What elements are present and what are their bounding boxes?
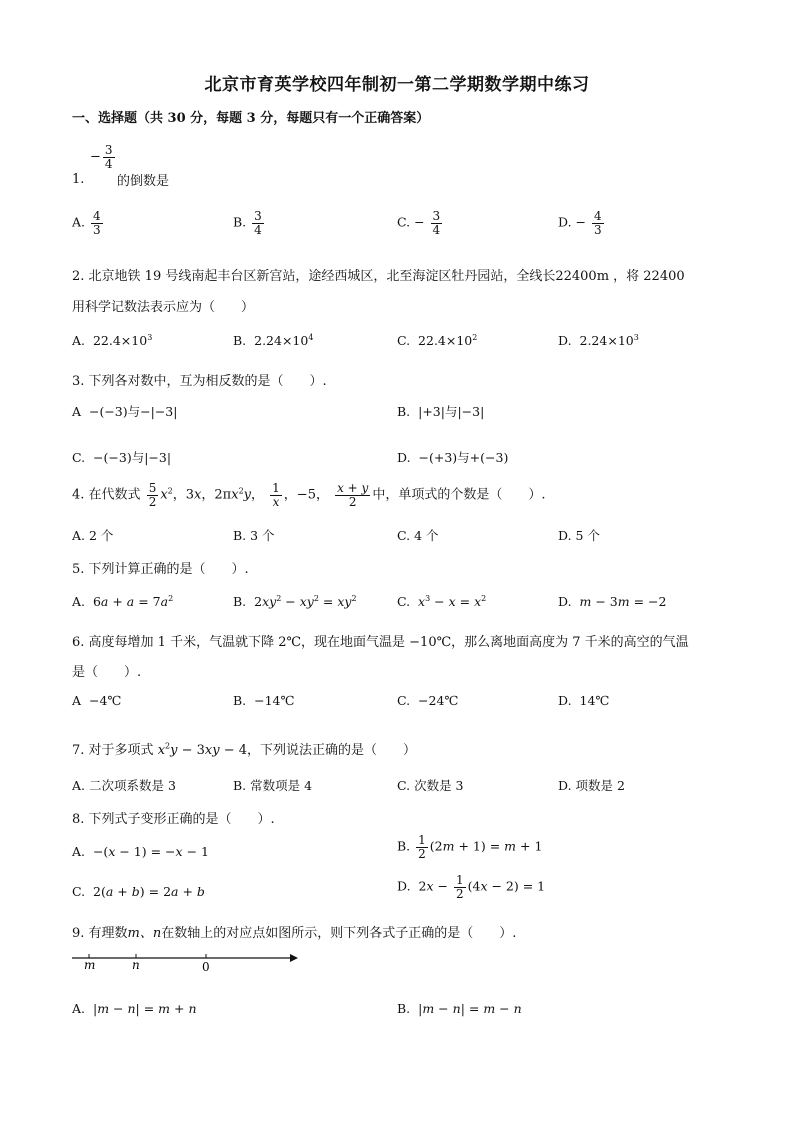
q7-option-c: C. 次数是 3 — [397, 778, 464, 793]
q1-option-c: C. − $\frac{3}{4}$ — [397, 209, 441, 237]
q4-option-a: A. 2 个 — [72, 528, 114, 543]
q4-option-c: C. 4 个 — [397, 528, 439, 543]
q9-option-b: B. |m − n| = m − n — [397, 1001, 522, 1016]
q3-stem: 3. 下列各对数中，互为相反数的是（ ）. — [72, 374, 327, 389]
q9-stem: 9. 有理数m、n在数轴上的对应点如图所示，则下列各式子正确的是（ ）. — [72, 926, 517, 941]
q1-option-d: D. − $\frac{4}{3}$ — [558, 209, 602, 237]
q2-option-c: C. $22.4\times 10^2$ — [397, 333, 478, 349]
q7-option-a: A. 二次项系数是 3 — [72, 778, 176, 793]
q6-option-d: D. 14℃ — [558, 693, 610, 708]
q6-line2: 是（ ）. — [72, 665, 142, 680]
q7-option-b: B. 常数项是 4 — [233, 778, 313, 793]
q3-option-b: B. |+3|与|−3| — [397, 404, 485, 419]
q2-line2: 用科学记数法表示应为（ ） — [72, 300, 255, 315]
q6-option-c: C. −24℃ — [397, 693, 459, 708]
q6-option-b: B. −14℃ — [233, 693, 295, 708]
q2-option-b: B. $2.24\times 10^4$ — [233, 333, 314, 349]
q1-number: 1. — [72, 172, 85, 187]
q4-option-b: B. 3 个 — [233, 528, 275, 543]
q5-option-c: C. $x^3 - x = x^2$ — [397, 594, 487, 610]
q2-option-d: D. $2.24\times 10^3$ — [558, 333, 639, 349]
q3-option-d: D. −(+3)与+(−3) — [397, 450, 509, 465]
q8-option-d: D. 2x − $\frac{1}{2}$ (4x − 2) = 1 — [397, 873, 546, 901]
arrow-icon — [290, 954, 298, 962]
q2-option-a: A. $22.4\times 10^3$ — [72, 333, 153, 349]
section-heading: 一、选择题（共 30 分，每题 3 分，每题只有一个正确答案） — [72, 111, 430, 126]
q8-option-c: C. 2(a + b) = 2a + b — [72, 884, 205, 899]
number-line — [70, 950, 300, 980]
q7-option-d: D. 项数是 2 — [558, 778, 625, 793]
q1-option-b: B. $\frac{3}{4}$ — [233, 209, 262, 237]
q3-option-a: A −(−3)与−|−3| — [72, 404, 178, 419]
axis-label-n: n — [132, 958, 140, 972]
q4-stem: 4. 在代数式 $\frac{5}{2}$ $x^2$，3x，$2\pi x^2y$， $\frac{1}{x}$ ，−5， $\frac{x + y}{2}$ 中，单项式的个数是（ ）. — [72, 481, 546, 509]
q1-option-a: A. $\frac{4}{3}$ — [72, 209, 101, 237]
axis-label-m: m — [84, 958, 96, 972]
q1-stem-fraction: − $\frac{3}{4}$ — [90, 143, 113, 171]
q5-option-a: A. $6a + a = 7a^2$ — [72, 594, 174, 610]
q5-option-d: D. m − 3m = −2 — [558, 594, 667, 609]
q8-option-a: A. −(x − 1) = −x − 1 — [72, 844, 209, 859]
q8-stem: 8. 下列式子变形正确的是（ ）. — [72, 812, 275, 827]
q6-line1: 6. 高度每增加 1 千米，气温就下降 2℃，现在地面气温是 −10℃，那么离地面高度为 7 千米的高空的气温 — [72, 635, 689, 650]
q4-option-d: D. 5 个 — [558, 528, 600, 543]
q9-option-a: A. |m − n| = m + n — [72, 1001, 197, 1016]
q5-option-b: B. $2xy^2 - xy^2 = xy^2$ — [233, 594, 357, 610]
q2-line1: 2. 北京地铁 19 号线南起丰台区新宫站，途经西城区，北至海淀区牡丹园站，全线长22400m ，将 22400 — [72, 269, 685, 284]
q3-option-c: C. −(−3)与|−3| — [72, 450, 172, 465]
q8-option-b: B. $\frac{1}{2}$ (2m + 1) = m + 1 — [397, 833, 543, 861]
axis-label-zero: 0 — [202, 960, 210, 974]
q7-stem: 7. 对于多项式 $x^2y - 3xy - 4$，下列说法正确的是（ ） — [72, 741, 417, 758]
q1-stem-text: 的倒数是 — [117, 174, 170, 189]
q6-option-a: A −4℃ — [72, 693, 122, 708]
q5-stem: 5. 下列计算正确的是（ ）. — [72, 562, 249, 577]
page-title: 北京市育英学校四年制初一第二学期数学期中练习 — [204, 75, 590, 95]
